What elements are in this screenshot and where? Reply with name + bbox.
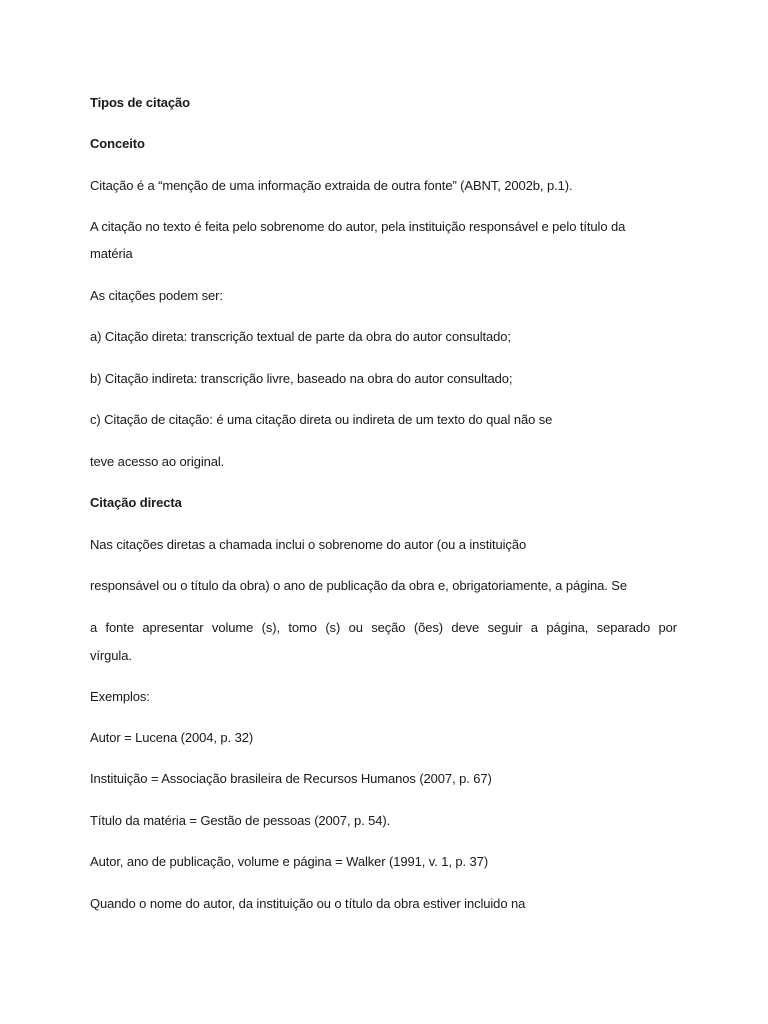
paragraph-definicao: Citação é a “menção de uma informação extraida de outra fonte” (ABNT, 2002b, p.1). bbox=[90, 178, 573, 193]
paragraph-diretas-line-2: responsável ou o título da obra) o ano de publicação da obra e, obrigatoriamente, a página. Se bbox=[90, 578, 627, 593]
paragraph-podem-ser: As citações podem ser: bbox=[90, 288, 223, 303]
paragraph-diretas-line-3: a fonte apresentar volume (s), tomo (s) ou seção (ões) deve seguir a página, separado por bbox=[90, 620, 677, 635]
exemplos-label: Exemplos: bbox=[90, 689, 150, 704]
paragraph-diretas-line-1: Nas citações diretas a chamada inclui o sobrenome do autor (ou a instituição bbox=[90, 537, 527, 552]
example-autor: Autor = Lucena (2004, p. 32) bbox=[90, 730, 254, 745]
example-volume: Autor, ano de publicação, volume e página = Walker (1991, v. 1, p. 37) bbox=[90, 854, 489, 869]
paragraph-diretas-line-4: vírgula. bbox=[90, 648, 132, 663]
paragraph-citacao-texto-line-1: A citação no texto é feita pelo sobrenome do autor, pela instituição responsável e pelo título da bbox=[90, 219, 626, 234]
document-title: Tipos de citação bbox=[90, 95, 191, 110]
list-item-b: b) Citação indireta: transcrição livre, baseado na obra do autor consultado; bbox=[90, 371, 513, 386]
example-instituicao: Instituição = Associação brasileira de Recursos Humanos (2007, p. 67) bbox=[90, 771, 492, 786]
paragraph-quando: Quando o nome do autor, da instituição ou o título da obra estiver incluido na bbox=[90, 896, 526, 911]
example-titulo: Título da matéria = Gestão de pessoas (2007, p. 54). bbox=[90, 813, 391, 828]
heading-conceito: Conceito bbox=[90, 136, 145, 151]
paragraph-citacao-texto-line-2: matéria bbox=[90, 246, 133, 261]
heading-citacao-directa: Citação directa bbox=[90, 495, 182, 510]
list-item-a: a) Citação direta: transcrição textual de parte da obra do autor consultado; bbox=[90, 329, 511, 344]
list-item-c-line-1: c) Citação de citação: é uma citação direta ou indireta de um texto do qual não se bbox=[90, 412, 553, 427]
list-item-c-line-2: teve acesso ao original. bbox=[90, 454, 225, 469]
